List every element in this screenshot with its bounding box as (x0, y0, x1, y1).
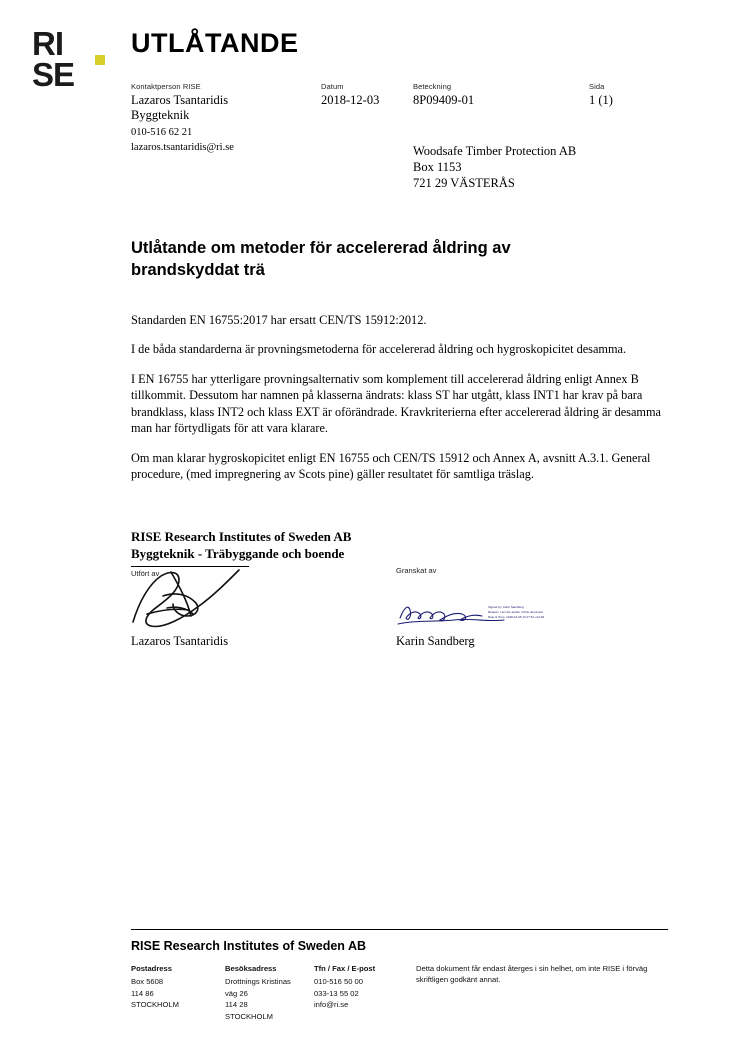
footer-contact (314, 963, 409, 1011)
meta-page (589, 82, 669, 108)
signature-right-name: Karin Sandberg (396, 634, 475, 648)
page-title: UTLÅTANDE (131, 28, 299, 58)
signature-left (131, 566, 371, 648)
footer-visiting-line-4: STOCKHOLM (225, 1012, 273, 1022)
footer-note (416, 963, 666, 986)
document-body (131, 312, 668, 496)
meta-date-label: Datum (321, 82, 344, 91)
footer-postal-address (131, 963, 221, 1011)
signature-right-label: Granskat av (396, 566, 437, 575)
footer-note-text: Detta dokument får endast återges i sin helhet, om inte RISE i förväg skriftligen godkänt annat. (416, 964, 648, 985)
signature-left-label: Utfört av (131, 566, 249, 579)
meta-reference-value: 8P09409-01 (413, 93, 475, 107)
footer-contact-email: info@ri.se (314, 1000, 349, 1010)
logo-accent-square (95, 55, 105, 65)
svg-text:Signed by: Karin Sandberg: Signed by: Karin Sandberg (488, 605, 524, 609)
meta-contact-label: Kontaktperson RISE (131, 82, 201, 91)
body-paragraph-4: Om man klarar hygroskopicitet enligt EN 16755 och CEN/TS 15912 och Annex A, avsnitt A.3.1. General procedure, (med impregnering av Scots pine) gäller resultatet för samtliga träslag. (131, 450, 651, 482)
meta-contact-name: Lazaros Tsantaridis (131, 93, 229, 107)
footer-visiting-heading: Besöksadress (225, 964, 277, 973)
signature-company: RISE Research Institutes of Sweden AB (131, 529, 352, 544)
handwritten-signature-icon (127, 562, 287, 634)
signature-department: Byggteknik - Träbyggande och boende (131, 545, 345, 561)
recipient-line-1: Woodsafe Timber Protection AB (413, 144, 577, 158)
meta-contact (131, 82, 311, 155)
footer-contact-phone: 010-516 50 00 (314, 976, 363, 986)
footer-visiting-address (225, 963, 310, 1023)
meta-reference-label: Beteckning (413, 82, 452, 91)
footer-postal-line-2: 114 86 (131, 988, 154, 998)
document-heading: Utlåtande om metoder för accelererad åldring av brandskyddat trä (131, 239, 511, 280)
meta-reference (413, 82, 573, 108)
meta-date-value: 2018-12-03 (321, 93, 380, 107)
logo-line-1: RI (32, 25, 63, 62)
meta-contact-email: lazaros.tsantaridis@ri.se (131, 142, 234, 154)
footer-contact-fax: 033-13 55 02 (314, 988, 359, 998)
signature-left-name: Lazaros Tsantaridis (131, 634, 229, 648)
meta-contact-phone: 010-516 62 21 (131, 126, 193, 138)
recipient-line-2: Box 1153 (413, 160, 462, 174)
footer-divider (131, 929, 668, 930)
digital-signature-stamp-icon (396, 598, 576, 632)
svg-text:Date & Time: 2018-12-05 13:17:: Date & Time: 2018-12-05 13:17:51 +01:00 (488, 615, 545, 619)
signature-company-block (131, 529, 351, 563)
svg-text:Reason: I am the author of thi: Reason: I am the author of this document (488, 610, 544, 614)
footer-contact-heading: Tfn / Fax / E-post (314, 964, 376, 973)
footer-visiting-line-3: 114 28 (225, 1000, 248, 1010)
meta-date (321, 82, 401, 108)
footer-company: RISE Research Institutes of Sweden AB (131, 939, 367, 953)
body-paragraph-2: I de båda standarderna är provningsmetoderna för accelererad åldring och hygroskopicitet desamma. (131, 342, 627, 357)
footer-visiting-line-1: Drottnings Kristinas (225, 976, 291, 986)
footer-visiting-line-2: väg 26 (225, 988, 248, 998)
recipient-address (413, 143, 576, 191)
footer-postal-heading: Postadress (131, 964, 172, 973)
footer-postal-line-1: Box 5608 (131, 976, 164, 986)
footer-postal-line-3: STOCKHOLM (131, 1000, 179, 1010)
logo-line-2: SE (32, 56, 75, 94)
signature-right (396, 566, 636, 648)
meta-page-label: Sida (589, 82, 605, 91)
meta-page-value: 1 (1) (589, 93, 613, 107)
signature-area (131, 566, 671, 661)
body-paragraph-3: I EN 16755 har ytterligare provningsalternativ som komplement till accelererad åldring enligt Annex B tillkommit. Dessutom har namnen på klasserna ändrats: klass ST har utgått, klass INT1 har krav på bara brandklass, klass INT2 och klass EXT är oförändrade. Kravkriterierna efter accelererad åldring är desamma man har förtydligats för att vara klarare. (131, 371, 662, 436)
recipient-line-3: 721 29 VÄSTERÅS (413, 176, 515, 190)
meta-contact-dept: Byggteknik (131, 108, 190, 123)
body-paragraph-1: Standarden EN 16755:2017 har ersatt CEN/TS 15912:2012. (131, 313, 427, 327)
